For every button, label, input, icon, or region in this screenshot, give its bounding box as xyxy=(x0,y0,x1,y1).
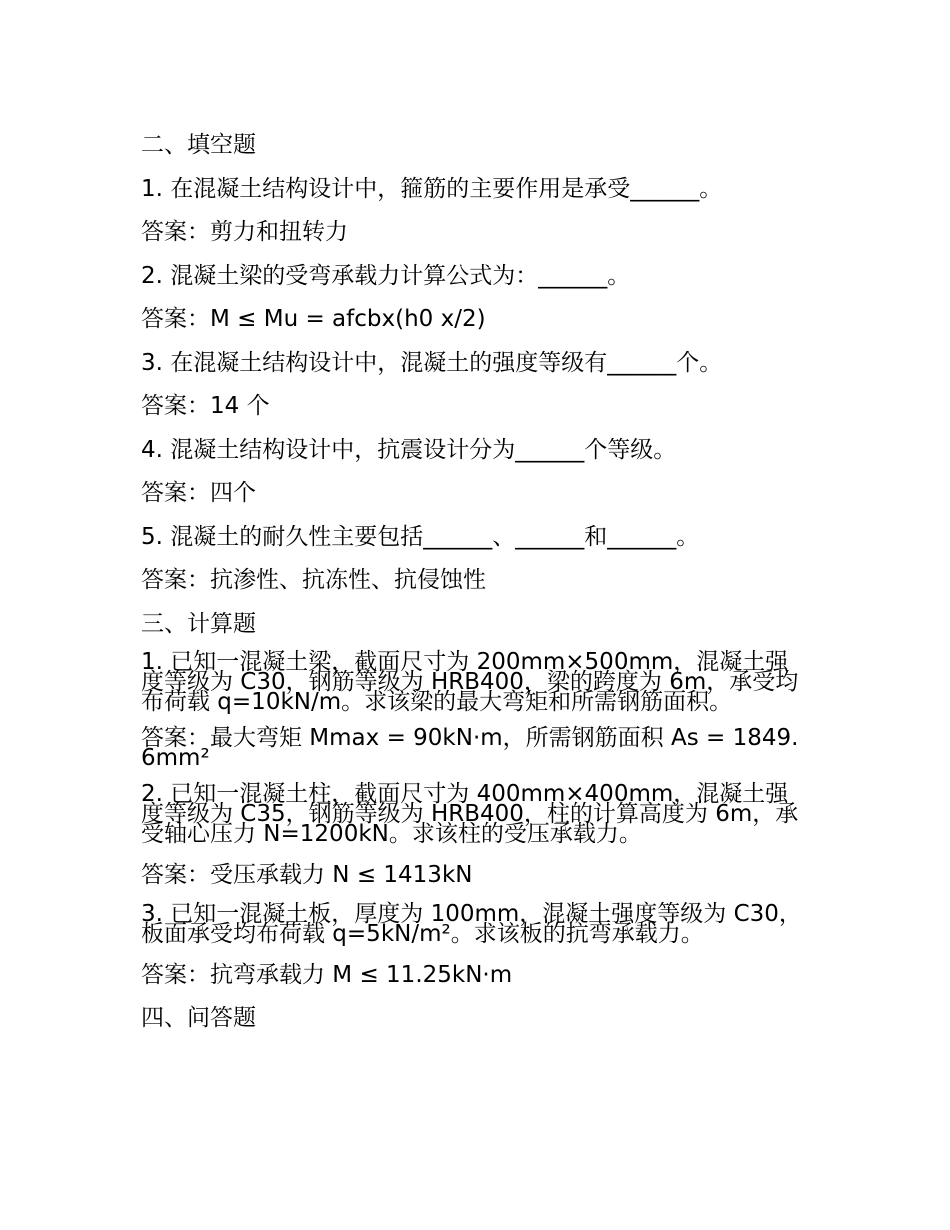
section-heading-fill-in: 二、填空题 xyxy=(141,132,256,158)
calc-question-3: 3. 已知一混凝土板，厚度为 100mm，混凝土强度等级为 C30，板面承受均布荷载 q=5kN/m²。求该板的抗弯承载力。 xyxy=(141,900,802,947)
fill-question-3: 3. 在混凝土结构设计中，混凝土的强度等级有______个。 xyxy=(141,349,723,376)
fill-answer-5: 答案：抗渗性、抗冻性、抗侵蚀性 xyxy=(141,567,486,593)
fill-answer-2: 答案：M ≤ Mu = afcbx(h0 x/2) xyxy=(141,306,486,332)
fill-question-4: 4. 混凝土结构设计中，抗震设计分为______个等级。 xyxy=(141,436,677,463)
fill-answer-3: 答案：14 个 xyxy=(141,393,270,419)
calc-answer-3: 答案：抗弯承载力 M ≤ 11.25kN·m xyxy=(141,961,513,988)
fill-answer-1: 答案：剪力和扭转力 xyxy=(141,219,348,245)
calc-answer-1: 答案：最大弯矩 Mmax = 90kN·m，所需钢筋面积 As = 1849.6mm² xyxy=(141,725,799,771)
calc-question-2: 2. 已知一混凝土柱，截面尺寸为 400mm×400mm，混凝土强度等级为 C35，钢筋等级为 HRB400，柱的计算高度为 6m，承受轴心压力 N=1200kN。求该柱的受压承载力。 xyxy=(141,781,799,847)
fill-question-5: 5. 混凝土的耐久性主要包括______、______和______。 xyxy=(141,523,700,550)
section-heading-qa: 四、问答题 xyxy=(141,1005,256,1031)
fill-question-1: 1. 在混凝土结构设计中，箍筋的主要作用是承受______。 xyxy=(141,175,723,202)
calc-answer-2: 答案：受压承载力 N ≤ 1413kN xyxy=(141,862,473,888)
calc-question-1: 1. 已知一混凝土梁，截面尺寸为 200mm×500mm，混凝土强度等级为 C30，钢筋等级为 HRB400，梁的跨度为 6m，承受均布荷载 q=10kN/m。求该梁的最大弯矩和所需钢筋面积。 xyxy=(141,649,799,715)
section-heading-calculation: 三、计算题 xyxy=(141,610,256,637)
fill-question-2: 2. 混凝土梁的受弯承载力计算公式为：______。 xyxy=(141,262,631,289)
fill-answer-4: 答案：四个 xyxy=(141,480,256,506)
document-page xyxy=(141,124,811,1041)
